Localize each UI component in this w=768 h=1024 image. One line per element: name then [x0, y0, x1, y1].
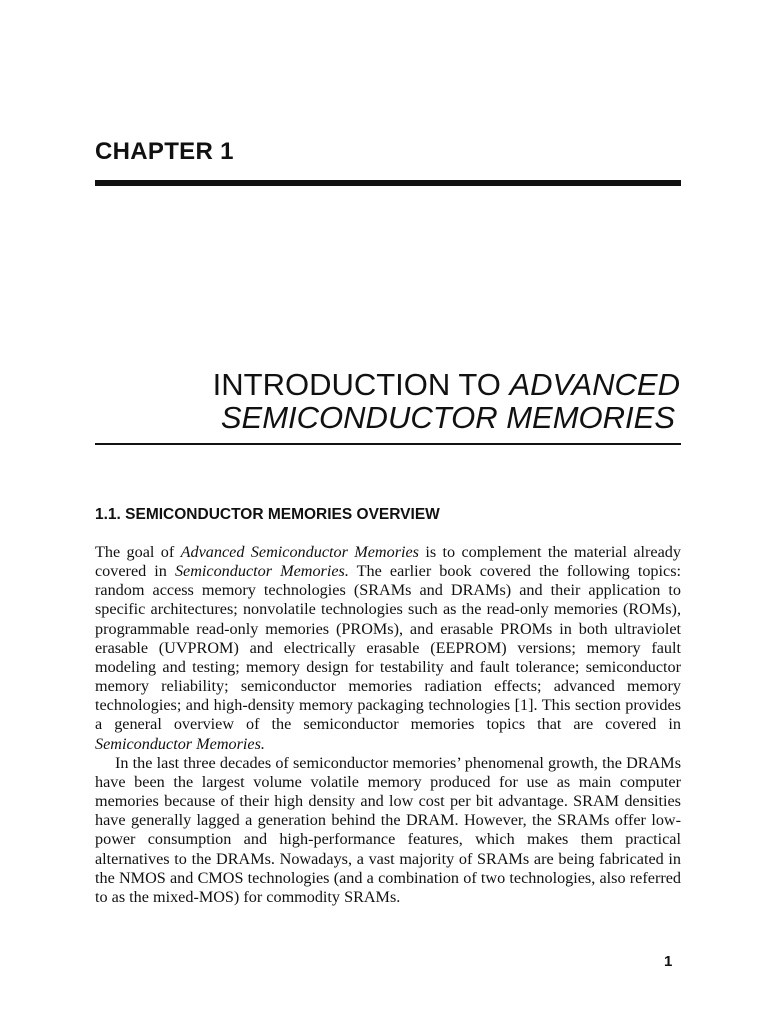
chapter-title-line-2: SEMICONDUCTOR MEMORIES	[220, 400, 675, 435]
chapter-rule	[95, 180, 681, 186]
body-text	[95, 543, 681, 907]
title-rule	[95, 443, 681, 445]
paragraph-1-text-c: The earlier book covered the following topics: random access memory technologies (SRAMs and DRAMs) and their application to specific architectures; nonvolatile technologies such as the read-only memories (ROMs), programmable read-only memories (PROMs), and erasable PROMs in both ultraviolet erasable (UVPROM) and electrically erasable (EEPROM) versions; memory fault modeling and testing; memory design for testability and fault tolerance; semiconductor memory reliability; semiconductor memories radiation effects; advanced memory technologies; and high-density memory packaging technologies [1]. This section provides a general overview of the semiconductor memories topics that are covered in	[95, 562, 681, 734]
book-title-semiconductor: Semiconductor Memories.	[174, 562, 349, 581]
paragraph-1-text-b: is to complement the material already covered in	[95, 543, 681, 581]
page-number: 1	[664, 953, 673, 970]
paragraph-1	[95, 543, 681, 754]
book-title-semiconductor-2: Semiconductor Memories.	[95, 734, 265, 753]
paragraph-1-text-a: The goal of	[95, 543, 181, 561]
chapter-title-plain: INTRODUCTION TO	[212, 367, 510, 402]
chapter-title-italic: ADVANCED	[509, 367, 680, 402]
paragraph-2: In the last three decades of semiconductor memories’ phenomenal growth, the DRAMs have been the largest volume volatile memory produced for use as main computer memories because of their high density and low cost per bit advantage. SRAM densities have generally lagged a generation behind the DRAM. However, the SRAMs offer low-power consumption and high-performance features, which makes them practical alternatives to the DRAMs. Nowadays, a vast majority of SRAMs are being fabricated in the NMOS and CMOS technologies (and a combination of two technologies, also referred to as the mixed-MOS) for commodity SRAMs.	[95, 753, 681, 906]
chapter-label: CHAPTER 1	[95, 138, 234, 165]
chapter-title	[180, 368, 680, 434]
section-heading: 1.1. SEMICONDUCTOR MEMORIES OVERVIEW	[95, 506, 440, 523]
chapter-title-line-1	[180, 368, 680, 401]
book-title-advanced: Advanced Semiconductor Memories	[180, 543, 419, 561]
